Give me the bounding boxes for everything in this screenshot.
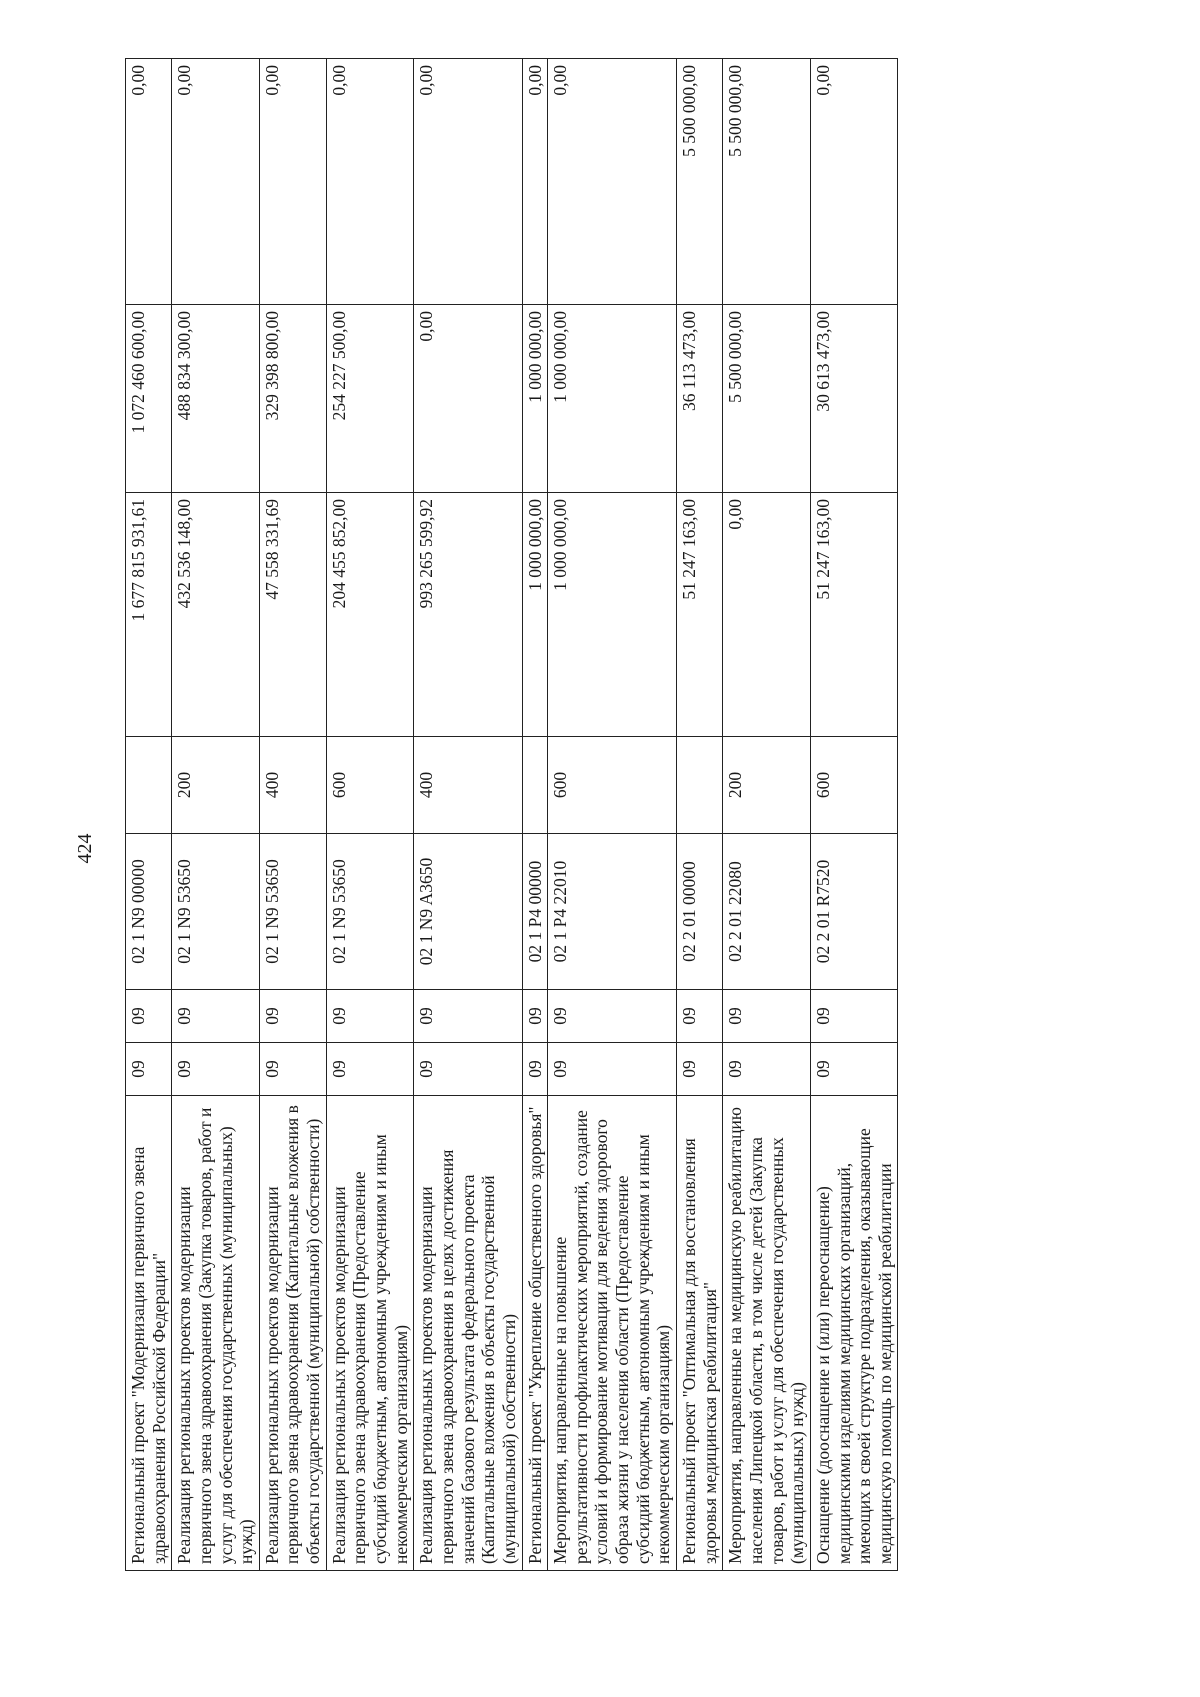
row-target-article: 02 1 N9 53650 — [259, 834, 326, 990]
row-sum-3: 0,00 — [522, 59, 548, 305]
row-sum-2: 1 072 460 600,00 — [126, 305, 172, 493]
row-grbs: 09 — [326, 1043, 414, 1096]
table-row — [548, 59, 677, 1571]
row-sum-3: 0,00 — [259, 59, 326, 305]
row-name: Реализация региональных проектов модернизации первичного звена здравоохранения (Предоставление субсидий бюджетным, автономным учреждениям и иным некоммерческим организациям) — [326, 1096, 414, 1571]
row-expense-type — [677, 737, 723, 834]
row-sum-3: 0,00 — [172, 59, 260, 305]
table-row — [326, 59, 414, 1571]
row-sum-2: 5 500 000,00 — [723, 305, 811, 493]
row-section: 09 — [723, 990, 811, 1043]
row-grbs: 09 — [677, 1043, 723, 1096]
row-grbs: 09 — [172, 1043, 260, 1096]
row-target-article: 02 2 01 22080 — [723, 834, 811, 990]
row-expense-type — [126, 737, 172, 834]
row-sum-2: 36 113 473,00 — [677, 305, 723, 493]
row-target-article: 02 1 N9 53650 — [172, 834, 260, 990]
row-grbs: 09 — [259, 1043, 326, 1096]
row-target-article: 02 1 P4 22010 — [548, 834, 677, 990]
row-target-article: 02 1 N9 53650 — [326, 834, 414, 990]
row-target-article: 02 1 N9 A3650 — [414, 834, 522, 990]
row-sum-1: 1 677 815 931,61 — [126, 493, 172, 737]
row-section: 09 — [677, 990, 723, 1043]
row-grbs: 09 — [810, 1043, 898, 1096]
row-name: Региональный проект "Модернизация первичного звена здравоохранения Российской Федерации" — [126, 1096, 172, 1571]
row-sum-3: 5 500 000,00 — [723, 59, 811, 305]
row-section: 09 — [259, 990, 326, 1043]
row-expense-type: 400 — [259, 737, 326, 834]
row-target-article: 02 2 01 00000 — [677, 834, 723, 990]
row-sum-1: 47 558 331,69 — [259, 493, 326, 737]
row-sum-3: 0,00 — [126, 59, 172, 305]
row-sum-3: 5 500 000,00 — [677, 59, 723, 305]
row-sum-3: 0,00 — [414, 59, 522, 305]
row-grbs: 09 — [414, 1043, 522, 1096]
row-grbs: 09 — [522, 1043, 548, 1096]
row-sum-2: 254 227 500,00 — [326, 305, 414, 493]
row-section: 09 — [548, 990, 677, 1043]
row-grbs: 09 — [723, 1043, 811, 1096]
row-section: 09 — [326, 990, 414, 1043]
row-sum-1: 51 247 163,00 — [810, 493, 898, 737]
row-section: 09 — [522, 990, 548, 1043]
row-grbs: 09 — [548, 1043, 677, 1096]
row-sum-2: 488 834 300,00 — [172, 305, 260, 493]
row-section: 09 — [414, 990, 522, 1043]
table-row — [522, 59, 548, 1571]
row-expense-type: 400 — [414, 737, 522, 834]
row-sum-1: 51 247 163,00 — [677, 493, 723, 737]
row-sum-2: 1 000 000,00 — [522, 305, 548, 493]
row-name: Реализация региональных проектов модернизации первичного звена здравоохранения (Закупка товаров, работ и услуг для обеспечения государственных (муниципальных) нужд) — [172, 1096, 260, 1571]
row-name: Региональный проект "Укрепление общественного здоровья" — [522, 1096, 548, 1571]
row-sum-3: 0,00 — [548, 59, 677, 305]
table-row — [126, 59, 172, 1571]
row-sum-3: 0,00 — [326, 59, 414, 305]
row-name: Реализация региональных проектов модернизации первичного звена здравоохранения в целях достижения значений базового результата федерального проекта (Капитальные вложения в объекты государственной (муниципальной) собственности) — [414, 1096, 522, 1571]
row-sum-2: 0,00 — [414, 305, 522, 493]
row-target-article: 02 1 N9 00000 — [126, 834, 172, 990]
row-sum-2: 1 000 000,00 — [548, 305, 677, 493]
row-name: Региональный проект "Оптимальная для восстановления здоровья медицинская реабилитация" — [677, 1096, 723, 1571]
table-row — [259, 59, 326, 1571]
row-expense-type: 600 — [548, 737, 677, 834]
row-sum-1: 1 000 000,00 — [548, 493, 677, 737]
row-expense-type: 200 — [172, 737, 260, 834]
row-expense-type: 600 — [810, 737, 898, 834]
row-name: Мероприятия, направленные на повышение результативности профилактических мероприятий, создание условий и формирование мотивации для ведения здорового образа жизни у населения области (Предоставление субсидий бюджетным, автономным учреждениям и иным некоммерческим организациям) — [548, 1096, 677, 1571]
row-target-article: 02 1 P4 00000 — [522, 834, 548, 990]
row-sum-1: 204 455 852,00 — [326, 493, 414, 737]
row-target-article: 02 2 01 R7520 — [810, 834, 898, 990]
table-row — [414, 59, 522, 1571]
row-sum-1: 0,00 — [723, 493, 811, 737]
row-name: Оснащение (дооснащение и (или) переоснащение) медицинскими изделиями медицинских организаций, имеющих в своей структуре подразделения, оказывающие медицинскую помощь по медицинской реабилитации — [810, 1096, 898, 1571]
row-expense-type — [522, 737, 548, 834]
table-row — [723, 59, 811, 1571]
row-sum-2: 30 613 473,00 — [810, 305, 898, 493]
row-sum-1: 1 000 000,00 — [522, 493, 548, 737]
row-section: 09 — [126, 990, 172, 1043]
row-name: Мероприятия, направленные на медицинскую реабилитацию населения Липецкой области, в том числе детей (Закупка товаров, работ и услуг для обеспечения государственных (муниципальных) нужд) — [723, 1096, 811, 1571]
page-number: 424 — [74, 833, 96, 864]
row-sum-2: 329 398 800,00 — [259, 305, 326, 493]
row-expense-type: 200 — [723, 737, 811, 834]
row-section: 09 — [810, 990, 898, 1043]
table-row — [172, 59, 260, 1571]
row-sum-1: 432 536 148,00 — [172, 493, 260, 737]
row-sum-3: 0,00 — [810, 59, 898, 305]
table-row — [810, 59, 898, 1571]
row-sum-1: 993 265 599,92 — [414, 493, 522, 737]
row-grbs: 09 — [126, 1043, 172, 1096]
row-name: Реализация региональных проектов модернизации первичного звена здравоохранения (Капитальные вложения в объекты государственной (муниципальной) собственности) — [259, 1096, 326, 1571]
row-expense-type: 600 — [326, 737, 414, 834]
budget-table — [125, 58, 898, 1571]
table-row — [677, 59, 723, 1571]
row-section: 09 — [172, 990, 260, 1043]
